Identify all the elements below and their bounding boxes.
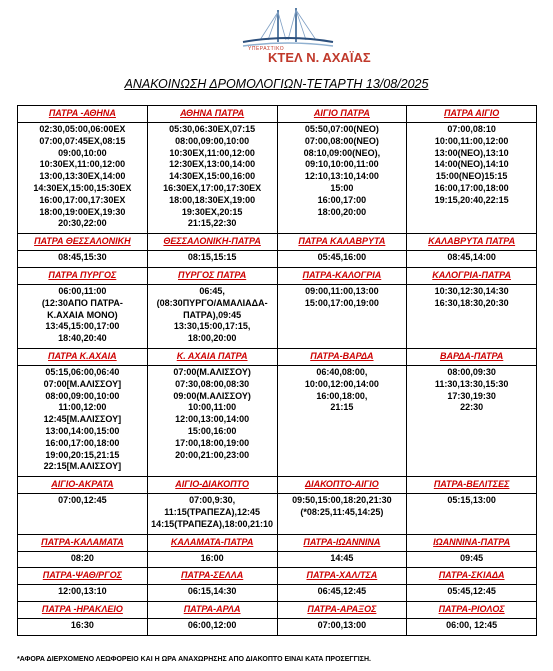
- departure-times-line: 05:30,06:30ΕΧ,07:15: [169, 124, 256, 134]
- departure-times-cell: [147, 551, 277, 568]
- departure-times-cell: [407, 123, 537, 234]
- route-times-row: [18, 585, 537, 602]
- departure-times-line: 14:30ΕΧ,15:00,16:00: [169, 171, 256, 182]
- departure-times-line: 10:00,11:00,12:00: [434, 135, 509, 146]
- departure-times-cell: [277, 585, 407, 602]
- departure-times-line: 13:00(ΝΕΟ),13:10: [434, 147, 509, 158]
- departure-times-cell: [147, 619, 277, 636]
- route-name: ΑΙΓΙΟ-ΑΚΡΑΤΑ: [18, 477, 148, 494]
- departure-times-line: 12:45[Μ.ΑΛΙΣΣΟΥ]: [43, 414, 122, 425]
- departure-times-line: 02:30,05:00,06:00ΕΧ: [39, 124, 126, 134]
- departure-times-line: 17:00,18:00,19:00: [175, 437, 250, 448]
- route-name: ΠΑΤΡΑ Κ.ΑΧΑΙΑ: [18, 348, 148, 365]
- route-name: ΠΑΤΡΑ ΘΕΣΣΑΛΟΝΙΚΗ: [18, 234, 148, 251]
- route-name: ΠΑΤΡΑ-ΚΑΛΑΜΑΤΑ: [18, 534, 148, 551]
- departure-times-line: 15:00,17:00,19:00: [304, 297, 379, 308]
- departure-times-line: 18:00,19:00ΕΧ,19:30: [39, 206, 126, 217]
- route-name: ΠΑΤΡΑ-ΒΑΡΔΑ: [277, 348, 407, 365]
- departure-times-cell: [18, 494, 148, 534]
- departure-times-cell: [407, 251, 537, 268]
- departure-times-cell: [407, 551, 537, 568]
- departure-times-cell: [147, 494, 277, 534]
- departure-times-line: 10:30,12:30,14:30: [434, 285, 509, 296]
- route-name: ΠΑΤΡΑ-ΑΡΛΑ: [147, 602, 277, 619]
- departure-times-cell: [407, 585, 537, 602]
- departure-times-line: 13:00,14:00,15:00: [45, 425, 120, 436]
- departure-times-line: 18:00,20:00: [317, 206, 367, 217]
- departure-times-line: 16:00,18:00,: [316, 390, 368, 401]
- route-name: ΠΑΤΡΑ-ΡΙΟΛΟΣ: [407, 602, 537, 619]
- route-name: ΑΙΓΙΟ ΠΑΤΡΑ: [277, 106, 407, 123]
- departure-times-line: 10:30ΕΧ,11:00,12:00: [169, 147, 255, 158]
- departure-times-line: 06:40,08:00,: [316, 366, 368, 377]
- departure-times-line: 06:00,11:00: [58, 285, 107, 296]
- route-name: ΒΑΡΔΑ-ΠΑΤΡΑ: [407, 348, 537, 365]
- departure-times-line: 13:30,15:00,17:15,: [173, 321, 251, 332]
- departure-times-line: 17:30,19:30: [447, 390, 496, 401]
- departure-times-line: 09:00,11:00,13:00: [305, 285, 379, 296]
- departure-times-line: 21:15: [330, 402, 354, 413]
- route-header-row: [18, 477, 537, 494]
- route-header-row: [18, 106, 537, 123]
- departure-times-line: 06:45,12:45: [317, 586, 367, 597]
- departure-times-line: 16:00,17:00: [317, 194, 367, 205]
- route-times-row: [18, 123, 537, 234]
- departure-times-line: 06:00, 12:45: [446, 620, 498, 631]
- departure-times-cell: [18, 251, 148, 268]
- departure-times-line: 12:00,13:10: [58, 586, 107, 597]
- departure-times-line: 07:00(Μ.ΑΛΙΣΣΟΥ): [173, 366, 251, 377]
- departure-times-line: 09:10,10:00,11:00: [305, 159, 379, 170]
- departure-times-line: 10:00,11:00: [188, 402, 237, 413]
- departure-times-line: 12:30ΕΧ,13:00,14:00: [169, 159, 256, 170]
- departure-times-cell: [277, 494, 407, 534]
- departure-times-line: 22:15[Μ.ΑΛΙΣΣΟΥ]: [43, 461, 122, 472]
- departure-times-line: 08:10,09:00(ΝΕΟ),: [303, 147, 381, 158]
- departure-times-line: 11:15(ΤΡΑΠΕΖΑ),12:45: [164, 506, 261, 517]
- departure-times-cell: [147, 284, 277, 348]
- departure-times-cell: [277, 123, 407, 234]
- departure-times-line: 10:00,12:00,14:00: [304, 378, 379, 389]
- departure-times-cell: [18, 551, 148, 568]
- departure-times-line: (12:30ΑΠΟ ΠΑΤΡΑ-: [41, 297, 123, 308]
- departure-times-line: 09:00(Μ.ΑΛΙΣΣΟΥ): [173, 390, 251, 401]
- departure-times-line: 07:00,08:00(ΝΕΟ): [304, 135, 379, 146]
- route-header-row: [18, 602, 537, 619]
- logo-name: ΚΤΕΛ Ν. ΑΧΑΪΑΣ: [268, 50, 371, 65]
- departure-times-line: 05:45,12:45: [447, 586, 496, 597]
- route-times-row: [18, 551, 537, 568]
- departure-times-line: 08:00,09:00,10:00: [45, 390, 120, 401]
- route-name: ΙΩΑΝΝΙΝΑ-ΠΑΤΡΑ: [407, 534, 537, 551]
- departure-times-line: 08:45,14:00: [447, 252, 496, 263]
- route-name: ΠΑΤΡΑ-ΨΑΘ/ΡΓΟΣ: [18, 568, 148, 585]
- departure-times-cell: [407, 494, 537, 534]
- departure-times-line: 09:00,10:00: [58, 147, 107, 158]
- departure-times-line: 16:00: [200, 552, 224, 563]
- departure-times-line: 15:00: [330, 182, 354, 193]
- departure-times-cell: [277, 251, 407, 268]
- departure-times-cell: [277, 619, 407, 636]
- departure-times-line: 19:00,20:15,21:15: [45, 449, 120, 460]
- departure-times-cell: [277, 365, 407, 476]
- departure-times-line: 21:15,22:30: [187, 218, 237, 229]
- departure-times-line: 07:00,07:45ΕΧ,08:15: [39, 135, 126, 146]
- departure-times-line: 13:45,15:00,17:00: [45, 321, 120, 332]
- route-name: ΑΙΓΙΟ-ΔΙΑΚΟΠΤΟ: [147, 477, 277, 494]
- route-header-row: [18, 534, 537, 551]
- route-name: ΚΑΛΑΒΡΥΤΑ ΠΑΤΡΑ: [407, 234, 537, 251]
- departure-times-line: 22:30: [460, 402, 484, 413]
- departure-times-cell: [18, 585, 148, 602]
- departure-times-cell: [18, 365, 148, 476]
- route-name: ΠΑΤΡΑ-ΣΕΛΛΑ: [147, 568, 277, 585]
- departure-times-line: 07:00,08:10: [447, 124, 496, 134]
- route-name: ΠΑΤΡΑ -ΑΘΗΝΑ: [18, 106, 148, 123]
- departure-times-line: 14:15(ΤΡΑΠΕΖΑ),18:00,21:10: [151, 518, 274, 529]
- route-header-row: [18, 267, 537, 284]
- route-name: ΑΘΗΝΑ ΠΑΤΡΑ: [147, 106, 277, 123]
- departure-times-line: 15:00(ΝΕΟ)15:15: [435, 171, 508, 182]
- departure-times-line: 16:00,17:00,17:30ΕΧ: [39, 194, 126, 205]
- departure-times-line: 18:00,18:30ΕΧ,19:00: [169, 194, 256, 205]
- departure-times-line: 07:30,08:00,08:30: [175, 378, 250, 389]
- departure-times-line: 07:00,13:00: [317, 620, 367, 631]
- departure-times-cell: [277, 284, 407, 348]
- departure-times-line: 08:00,09:30: [447, 366, 496, 377]
- route-name: ΚΑΛΑΜΑΤΑ-ΠΑΤΡΑ: [147, 534, 277, 551]
- departure-times-line: Κ.ΑΧΑΙΑ ΜΟΝΟ): [47, 309, 118, 320]
- route-times-row: [18, 365, 537, 476]
- route-header-row: [18, 348, 537, 365]
- page-title: ΑΝΑΚΟΙΝΩΣΗ ΔΡΟΜΟΛΟΓΙΩΝ-ΤΕΤΑΡΤΗ 13/08/2025: [124, 77, 429, 91]
- departure-times-line: (*08:25,11:45,14:25): [300, 506, 384, 517]
- route-name: Κ. ΑΧΑΙΑ ΠΑΤΡΑ: [147, 348, 277, 365]
- departure-times-line: 12:10,13:10,14:00: [304, 171, 379, 182]
- departure-times-line: 08:45,15:30: [58, 252, 107, 263]
- departure-times-line: 08:00,09:00,10:00: [175, 135, 250, 146]
- route-times-row: [18, 251, 537, 268]
- departure-times-line: 14:45: [330, 552, 354, 563]
- departure-times-line: (08:30ΠΥΡΓΟ/ΑΜΑΛΙΑΔΑ-: [156, 297, 268, 308]
- route-name: ΠΑΤΡΑ ΠΥΡΓΟΣ: [18, 267, 148, 284]
- departure-times-line: 07:00,12:45: [58, 495, 107, 506]
- route-name: ΔΙΑΚΟΠΤΟ-ΑΙΓΙΟ: [277, 477, 407, 494]
- departure-times-line: 14:30ΕΧ,15:00,15:30ΕΧ: [33, 182, 132, 193]
- route-name: ΠΥΡΓΟΣ ΠΑΤΡΑ: [147, 267, 277, 284]
- departure-times-line: 14:00(ΝΕΟ),14:10: [434, 159, 509, 170]
- route-name: ΠΑΤΡΑ-ΣΚΙΑΔΑ: [407, 568, 537, 585]
- departure-times-line: 07:00[Μ.ΑΛΙΣΣΟΥ]: [43, 378, 122, 389]
- departure-times-cell: [18, 619, 148, 636]
- departure-times-line: 19:30ΕΧ,20:15: [181, 206, 243, 217]
- route-header-row: [18, 234, 537, 251]
- departure-times-cell: [147, 585, 277, 602]
- departure-times-line: 05:50,07:00(ΝΕΟ): [304, 124, 379, 134]
- departure-times-line: 08:15,15:15: [187, 252, 237, 263]
- departure-times-line: 16:30ΕΧ,17:00,17:30ΕΧ: [163, 182, 262, 193]
- departure-times-line: 06:15,14:30: [187, 586, 237, 597]
- departure-times-line: 05:45,16:00: [317, 252, 367, 263]
- route-name: ΚΑΛΟΓΡΙΑ-ΠΑΤΡΑ: [407, 267, 537, 284]
- footnote: *ΑΦΟΡΑ ΔΙΕΡΧΟΜΕΝΟ ΛΕΩΦΟΡΕΙΟ ΚΑΙ Η ΩΡΑ ΑΝΑΧΩΡΗΣΗΣ ΑΠΟ ΔΙΑΚΟΠΤΟ ΕΙΝΑΙ ΚΑΤΑ ΠΡΟΣΕΓΓΙΣΗ.: [17, 656, 371, 663]
- schedule-table: [17, 105, 537, 636]
- departure-times-line: 18:40,20:40: [58, 333, 107, 344]
- departure-times-cell: [407, 619, 537, 636]
- departure-times-line: 16:00,17:00,18:00: [45, 437, 120, 448]
- departure-times-cell: [147, 123, 277, 234]
- departure-times-line: 06:45,: [199, 285, 225, 296]
- departure-times-line: 07:00,9:30,: [189, 495, 236, 506]
- route-name: ΠΑΤΡΑ-ΚΑΛΟΓΡΙΑ: [277, 267, 407, 284]
- departure-times-cell: [277, 551, 407, 568]
- departure-times-line: 08:20: [70, 552, 94, 563]
- logo-subtitle: ΥΠΕΡΑΣΤΙΚΟ: [248, 46, 285, 52]
- departure-times-line: 10:30ΕΧ,11:00,12:00: [39, 159, 126, 170]
- departure-times-line: 18:00,20:00: [187, 333, 237, 344]
- departure-times-cell: [18, 284, 148, 348]
- route-name: ΠΑΤΡΑ-ΒΕΛΙΤΣΕΣ: [407, 477, 537, 494]
- departure-times-line: 05:15,06:00,06:40: [45, 366, 120, 377]
- route-name: ΠΑΤΡΑ-ΧΑΛ/ΤΣΑ: [277, 568, 407, 585]
- departure-times-line: 05:15,13:00: [447, 495, 496, 506]
- departure-times-line: 12:00,13:00,14:00: [175, 414, 250, 425]
- route-times-row: [18, 284, 537, 348]
- route-name: ΘΕΣΣΑΛΟΝΙΚΗ-ΠΑΤΡΑ: [147, 234, 277, 251]
- route-name: ΠΑΤΡΑ ΑΙΓΙΟ: [407, 106, 537, 123]
- departure-times-cell: [407, 284, 537, 348]
- route-name: ΠΑΤΡΑ-ΑΡΑΞΟΣ: [277, 602, 407, 619]
- departure-times-line: 09:50,15:00,18:20,21:30: [292, 495, 392, 506]
- departure-times-line: ΠΑΤΡΑ),09:45: [183, 309, 242, 320]
- departure-times-cell: [147, 365, 277, 476]
- departure-times-line: 09:45: [460, 552, 484, 563]
- departure-times-cell: [147, 251, 277, 268]
- departure-times-line: 20:30,22:00: [58, 218, 107, 229]
- departure-times-line: 20:00,21:00,23:00: [175, 449, 250, 460]
- departure-times-line: 15:00,16:00: [187, 425, 237, 436]
- departure-times-line: 16:30,18:30,20:30: [434, 297, 509, 308]
- departure-times-line: 13:00,13:30ΕΧ,14:00: [39, 171, 126, 182]
- departure-times-line: 11:30,13:30,15:30: [434, 378, 509, 389]
- route-name: ΠΑΤΡΑ-ΙΩΑΝΝΙΝΑ: [277, 534, 407, 551]
- departure-times-line: 06:00,12:00: [187, 620, 237, 631]
- departure-times-cell: [407, 365, 537, 476]
- route-name: ΠΑΤΡΑ ΚΑΛΑΒΡΥΤΑ: [277, 234, 407, 251]
- route-header-row: [18, 568, 537, 585]
- departure-times-line: 19:15,20:40,22:15: [434, 194, 509, 205]
- departure-times-line: 11:00,12:00: [58, 402, 107, 413]
- departure-times-line: 16:00,17:00,18:00: [434, 182, 509, 193]
- ktel-logo: [238, 6, 371, 66]
- departure-times-cell: [18, 123, 148, 234]
- route-times-row: [18, 494, 537, 534]
- route-name: ΠΑΤΡΑ -ΗΡΑΚΛΕΙΟ: [18, 602, 148, 619]
- route-times-row: [18, 619, 537, 636]
- departure-times-line: 16:30: [70, 620, 94, 631]
